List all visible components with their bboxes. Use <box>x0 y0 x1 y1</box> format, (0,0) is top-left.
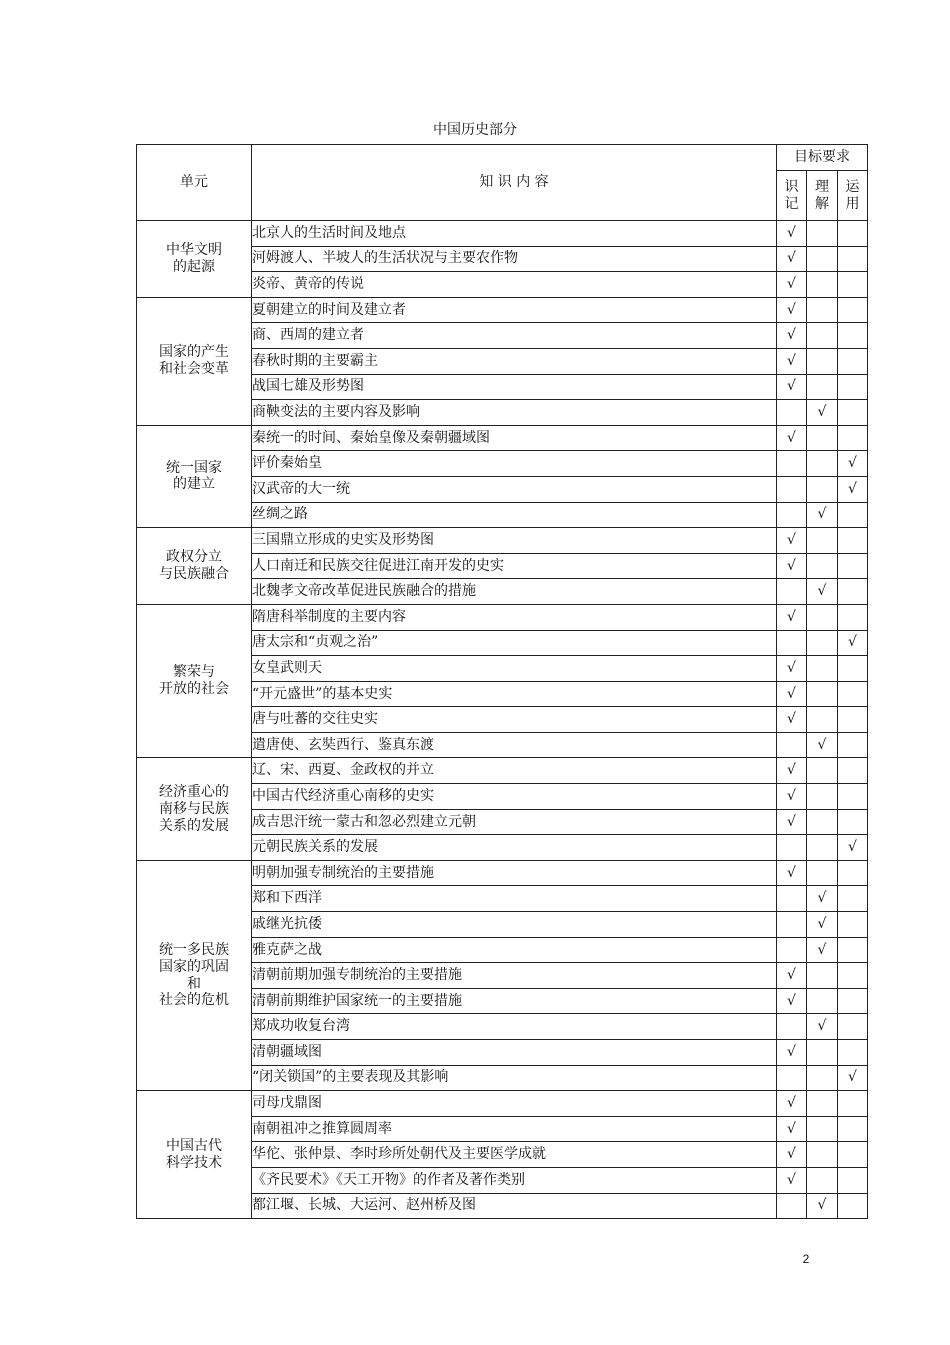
unit-cell <box>137 758 252 860</box>
empty-check-cell <box>838 502 868 528</box>
empty-check-cell <box>838 860 868 886</box>
empty-check-cell <box>838 732 868 758</box>
empty-check-cell <box>807 246 838 272</box>
content-cell: 辽、宋、西夏、金政权的并立 <box>252 758 777 784</box>
empty-check-cell <box>838 400 868 426</box>
content-cell: 雅克萨之战 <box>252 937 777 963</box>
content-cell: 汉武帝的大一统 <box>252 476 777 502</box>
empty-check-cell <box>838 707 868 733</box>
unit-cell <box>137 297 252 425</box>
content-cell: 唐太宗和“贞观之治” <box>252 630 777 656</box>
empty-check-cell <box>807 1091 838 1117</box>
empty-check-cell <box>807 835 838 861</box>
content-cell: 明朝加强专制统治的主要措施 <box>252 860 777 886</box>
empty-check-cell <box>807 1065 838 1091</box>
check-mark: √ <box>777 221 807 247</box>
check-mark: √ <box>777 374 807 400</box>
empty-check-cell <box>807 988 838 1014</box>
check-mark: √ <box>777 681 807 707</box>
content-cell: “闭关锁国”的主要表现及其影响 <box>252 1065 777 1091</box>
curriculum-table <box>136 144 868 1219</box>
table-row <box>137 297 868 323</box>
empty-check-cell <box>838 886 868 912</box>
content-cell: 华佗、张仲景、李时珍所处朝代及主要医学成就 <box>252 1142 777 1168</box>
unit-line: 的起源 <box>173 258 215 275</box>
content-cell: 评价秦始皇 <box>252 451 777 477</box>
content-cell: 战国七雄及形势图 <box>252 374 777 400</box>
check-mark: √ <box>777 707 807 733</box>
empty-check-cell <box>838 809 868 835</box>
unit-line: 和 <box>187 975 201 992</box>
unit-cell <box>137 528 252 605</box>
content-cell: 司母戊鼎图 <box>252 1091 777 1117</box>
content-cell: 商鞅变法的主要内容及影响 <box>252 400 777 426</box>
content-cell: 炎帝、黄帝的传说 <box>252 272 777 298</box>
empty-check-cell <box>838 912 868 938</box>
unit-line: 科学技术 <box>166 1154 222 1171</box>
check-mark: √ <box>777 860 807 886</box>
unit-line: 开放的社会 <box>159 681 229 698</box>
unit-line: 和社会变革 <box>159 361 229 378</box>
empty-check-cell <box>838 246 868 272</box>
table-row <box>137 221 868 247</box>
unit-cell <box>137 604 252 758</box>
empty-check-cell <box>777 886 807 912</box>
empty-check-cell <box>777 835 807 861</box>
content-cell: 《齐民要术》《天工开物》的作者及著作类别 <box>252 1167 777 1193</box>
empty-check-cell <box>838 323 868 349</box>
unit-line: 统一多民族 <box>159 941 229 958</box>
content-cell: 遣唐使、玄奘西行、鉴真东渡 <box>252 732 777 758</box>
table-row <box>137 425 868 451</box>
check-mark: √ <box>777 297 807 323</box>
empty-check-cell <box>838 374 868 400</box>
table-row <box>137 758 868 784</box>
content-cell: “开元盛世”的基本史实 <box>252 681 777 707</box>
empty-check-cell <box>777 912 807 938</box>
content-cell: 中国古代经济重心南移的史实 <box>252 784 777 810</box>
content-cell: 隋唐科举制度的主要内容 <box>252 604 777 630</box>
empty-check-cell <box>777 502 807 528</box>
unit-cell <box>137 1091 252 1219</box>
empty-check-cell <box>838 425 868 451</box>
empty-check-cell <box>807 221 838 247</box>
content-cell: 女皇武则天 <box>252 656 777 682</box>
table-row <box>137 1091 868 1117</box>
empty-check-cell <box>838 784 868 810</box>
content-cell: 秦统一的时间、秦始皇像及秦朝疆域图 <box>252 425 777 451</box>
empty-check-cell <box>777 476 807 502</box>
empty-check-cell <box>807 1167 838 1193</box>
unit-cell <box>137 221 252 298</box>
check-mark: √ <box>807 912 838 938</box>
unit-line: 统一国家 <box>166 459 222 476</box>
check-mark: √ <box>777 323 807 349</box>
header-target: 目标要求 <box>777 145 868 171</box>
check-mark: √ <box>777 1091 807 1117</box>
empty-check-cell <box>777 400 807 426</box>
check-mark: √ <box>777 246 807 272</box>
empty-check-cell <box>807 681 838 707</box>
content-cell: 郑成功收复台湾 <box>252 1014 777 1040</box>
content-cell: 成吉思汗统一蒙古和忽必烈建立元朝 <box>252 809 777 835</box>
empty-check-cell <box>807 553 838 579</box>
empty-check-cell <box>807 758 838 784</box>
check-mark: √ <box>777 1040 807 1066</box>
table-row <box>137 528 868 554</box>
check-mark: √ <box>777 963 807 989</box>
empty-check-cell <box>838 1167 868 1193</box>
empty-check-cell <box>838 1040 868 1066</box>
empty-check-cell <box>777 732 807 758</box>
empty-check-cell <box>838 758 868 784</box>
check-mark: √ <box>838 835 868 861</box>
empty-check-cell <box>807 630 838 656</box>
empty-check-cell <box>838 1091 868 1117</box>
content-cell: 夏朝建立的时间及建立者 <box>252 297 777 323</box>
unit-cell <box>137 425 252 527</box>
check-mark: √ <box>777 1167 807 1193</box>
empty-check-cell <box>777 1193 807 1219</box>
content-cell: 南朝祖冲之推算圆周率 <box>252 1116 777 1142</box>
content-cell: 戚继光抗倭 <box>252 912 777 938</box>
empty-check-cell <box>838 681 868 707</box>
empty-check-cell <box>807 604 838 630</box>
check-mark: √ <box>807 1014 838 1040</box>
empty-check-cell <box>807 809 838 835</box>
check-mark: √ <box>807 1193 838 1219</box>
empty-check-cell <box>838 963 868 989</box>
check-mark: √ <box>777 425 807 451</box>
page-number: 2 <box>802 1252 810 1266</box>
check-mark: √ <box>777 656 807 682</box>
unit-line: 关系的发展 <box>159 817 229 834</box>
check-mark: √ <box>777 1142 807 1168</box>
check-mark: √ <box>777 1116 807 1142</box>
check-mark: √ <box>807 886 838 912</box>
check-mark: √ <box>807 732 838 758</box>
header-content: 知 识 内 容 <box>252 145 777 221</box>
empty-check-cell <box>838 656 868 682</box>
empty-check-cell <box>838 221 868 247</box>
header-col-memorize: 识 记 <box>777 171 807 221</box>
empty-check-cell <box>807 323 838 349</box>
check-mark: √ <box>777 988 807 1014</box>
empty-check-cell <box>838 272 868 298</box>
check-mark: √ <box>838 451 868 477</box>
content-cell: 三国鼎立形成的史实及形势图 <box>252 528 777 554</box>
empty-check-cell <box>838 988 868 1014</box>
unit-line: 与民族融合 <box>159 566 229 583</box>
check-mark: √ <box>777 528 807 554</box>
empty-check-cell <box>807 374 838 400</box>
content-cell: 清朝前期维护国家统一的主要措施 <box>252 988 777 1014</box>
table-row <box>137 860 868 886</box>
content-cell: 清朝前期加强专制统治的主要措施 <box>252 963 777 989</box>
unit-line: 中国古代 <box>166 1137 222 1154</box>
content-cell: 商、西周的建立者 <box>252 323 777 349</box>
check-mark: √ <box>838 630 868 656</box>
content-cell: 北魏孝文帝改革促进民族融合的措施 <box>252 579 777 605</box>
content-cell: 河姆渡人、半坡人的生活状况与主要农作物 <box>252 246 777 272</box>
empty-check-cell <box>838 528 868 554</box>
content-cell: 唐与吐蕃的交往史实 <box>252 707 777 733</box>
empty-check-cell <box>777 937 807 963</box>
unit-line: 经济重心的 <box>159 783 229 800</box>
unit-cell <box>137 860 252 1090</box>
content-cell: 都江堰、长城、大运河、赵州桥及图 <box>252 1193 777 1219</box>
table-title: 中国历史部分 <box>433 122 517 138</box>
unit-line: 中华文明 <box>166 242 222 259</box>
content-cell: 人口南迁和民族交往促进江南开发的史实 <box>252 553 777 579</box>
header-row-1 <box>137 145 868 171</box>
check-mark: √ <box>807 502 838 528</box>
empty-check-cell <box>807 272 838 298</box>
empty-check-cell <box>807 1116 838 1142</box>
check-mark: √ <box>777 809 807 835</box>
empty-check-cell <box>807 476 838 502</box>
empty-check-cell <box>807 1040 838 1066</box>
header-unit: 单元 <box>137 145 252 221</box>
header-col-understand: 理 解 <box>807 171 838 221</box>
empty-check-cell <box>807 451 838 477</box>
content-cell: 郑和下西洋 <box>252 886 777 912</box>
empty-check-cell <box>807 297 838 323</box>
unit-line: 的建立 <box>173 476 215 493</box>
content-cell: 元朝民族关系的发展 <box>252 835 777 861</box>
check-mark: √ <box>777 604 807 630</box>
empty-check-cell <box>838 1193 868 1219</box>
unit-line: 繁荣与 <box>173 664 215 681</box>
check-mark: √ <box>777 348 807 374</box>
empty-check-cell <box>838 297 868 323</box>
unit-line: 社会的危机 <box>159 992 229 1009</box>
empty-check-cell <box>807 528 838 554</box>
unit-line: 南移与民族 <box>159 800 229 817</box>
empty-check-cell <box>777 451 807 477</box>
empty-check-cell <box>838 604 868 630</box>
unit-line: 政权分立 <box>166 549 222 566</box>
empty-check-cell <box>807 860 838 886</box>
empty-check-cell <box>807 963 838 989</box>
content-cell: 丝绸之路 <box>252 502 777 528</box>
empty-check-cell <box>777 1014 807 1040</box>
empty-check-cell <box>838 1116 868 1142</box>
empty-check-cell <box>807 707 838 733</box>
check-mark: √ <box>777 784 807 810</box>
empty-check-cell <box>807 1142 838 1168</box>
header-col-apply: 运 用 <box>838 171 868 221</box>
empty-check-cell <box>838 1014 868 1040</box>
empty-check-cell <box>838 1142 868 1168</box>
empty-check-cell <box>838 348 868 374</box>
empty-check-cell <box>807 348 838 374</box>
empty-check-cell <box>777 579 807 605</box>
check-mark: √ <box>838 1065 868 1091</box>
check-mark: √ <box>838 476 868 502</box>
check-mark: √ <box>807 400 838 426</box>
check-mark: √ <box>777 758 807 784</box>
check-mark: √ <box>777 272 807 298</box>
empty-check-cell <box>777 630 807 656</box>
content-cell: 清朝疆域图 <box>252 1040 777 1066</box>
check-mark: √ <box>807 937 838 963</box>
empty-check-cell <box>838 553 868 579</box>
empty-check-cell <box>838 937 868 963</box>
empty-check-cell <box>807 425 838 451</box>
empty-check-cell <box>777 1065 807 1091</box>
empty-check-cell <box>807 656 838 682</box>
unit-line: 国家的巩固 <box>159 958 229 975</box>
check-mark: √ <box>807 579 838 605</box>
empty-check-cell <box>838 579 868 605</box>
empty-check-cell <box>807 784 838 810</box>
table-row <box>137 604 868 630</box>
content-cell: 北京人的生活时间及地点 <box>252 221 777 247</box>
check-mark: √ <box>777 553 807 579</box>
content-cell: 春秋时期的主要霸主 <box>252 348 777 374</box>
unit-line: 国家的产生 <box>159 344 229 361</box>
